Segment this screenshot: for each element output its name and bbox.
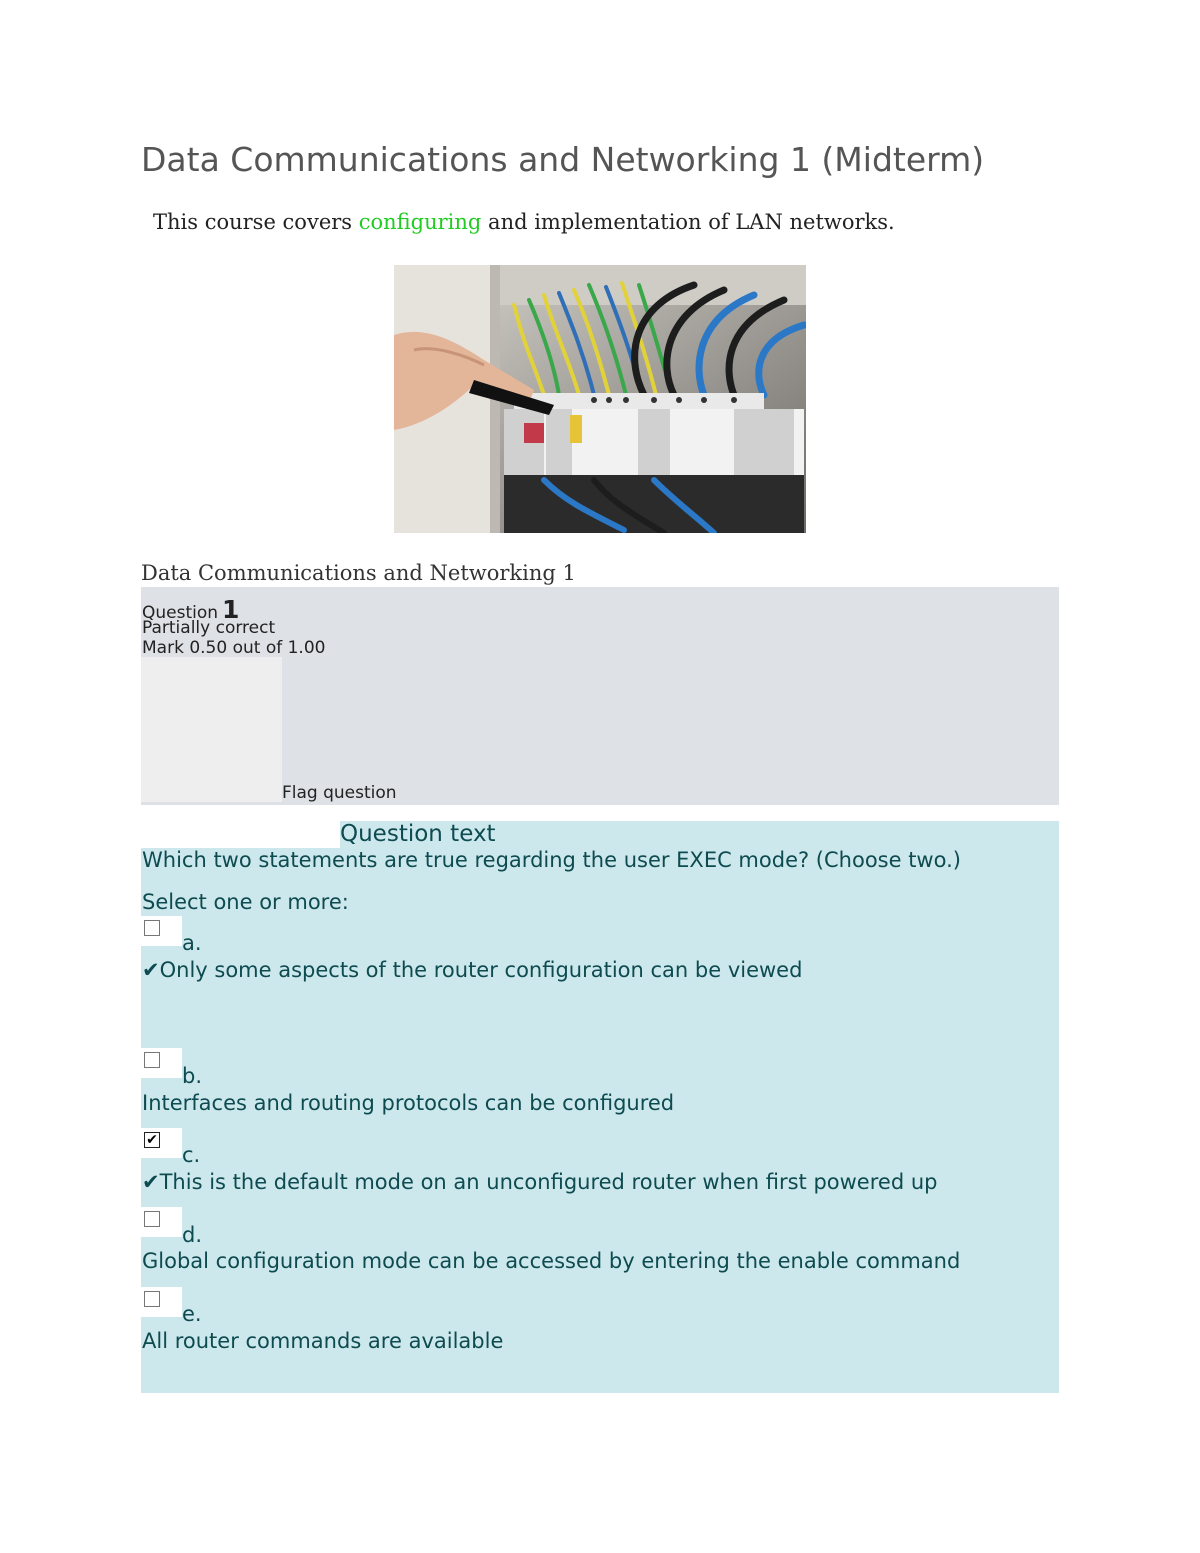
network-cabinet-illustration xyxy=(394,265,806,533)
option-e-checkbox-area xyxy=(141,1287,182,1317)
question-label-text: Question xyxy=(142,603,219,623)
flag-icon-area[interactable] xyxy=(141,657,282,802)
heading-tab-spacer xyxy=(141,821,340,848)
question-text-heading: Question text xyxy=(340,821,496,847)
option-a-checkbox[interactable] xyxy=(144,920,160,936)
option-a-letter: a. xyxy=(182,931,202,955)
option-d-checkbox[interactable] xyxy=(144,1211,160,1227)
option-c-text[interactable] xyxy=(142,1170,937,1194)
option-c-letter: c. xyxy=(182,1143,201,1167)
option-b-checkbox[interactable] xyxy=(144,1052,160,1068)
question-mark: Mark 0.50 out of 1.00 xyxy=(142,638,326,658)
option-d-checkbox-area xyxy=(141,1207,182,1237)
option-b-letter: b. xyxy=(182,1064,203,1088)
option-a-text[interactable] xyxy=(142,958,802,982)
question-text: Which two statements are true regarding the user EXEC mode? (Choose two.) xyxy=(142,848,961,872)
question-content-panel xyxy=(141,821,1059,1393)
option-c-checkbox[interactable]: ✔ xyxy=(144,1132,160,1148)
option-e-text[interactable]: All router commands are available xyxy=(142,1329,504,1353)
question-state: Partially correct xyxy=(142,618,276,638)
description-text-start: This course covers xyxy=(153,210,359,234)
option-a-checkbox-area xyxy=(141,916,182,946)
question-number: 1 xyxy=(222,595,240,624)
question-info-panel xyxy=(141,587,1059,805)
select-prompt: Select one or more: xyxy=(142,890,349,914)
option-d-letter: d. xyxy=(182,1223,203,1247)
description-highlight: configuring xyxy=(358,210,482,234)
option-a-correct-icon: ✔ xyxy=(142,958,160,982)
flag-question-link[interactable]: Flag question xyxy=(282,783,397,803)
option-e-letter: e. xyxy=(182,1302,202,1326)
option-c-correct-icon: ✔ xyxy=(142,1170,160,1194)
network-cabinet-photo xyxy=(394,265,806,533)
document-title: Data Communications and Networking 1 (Midterm) xyxy=(141,140,985,179)
option-e-checkbox[interactable] xyxy=(144,1291,160,1307)
option-a-label: Only some aspects of the router configuration can be viewed xyxy=(159,958,803,982)
option-b-checkbox-area xyxy=(141,1048,182,1078)
section-heading: Data Communications and Networking 1 xyxy=(141,561,576,585)
description-text-end: and implementation of LAN networks. xyxy=(481,210,895,234)
course-description xyxy=(153,210,895,234)
option-d-text[interactable]: Global configuration mode can be accessed by entering the enable command xyxy=(142,1249,961,1273)
option-b-text[interactable]: Interfaces and routing protocols can be configured xyxy=(142,1091,675,1115)
option-c-label: This is the default mode on an unconfigured router when first powered up xyxy=(159,1170,938,1194)
option-c-checkbox-area xyxy=(141,1128,182,1158)
